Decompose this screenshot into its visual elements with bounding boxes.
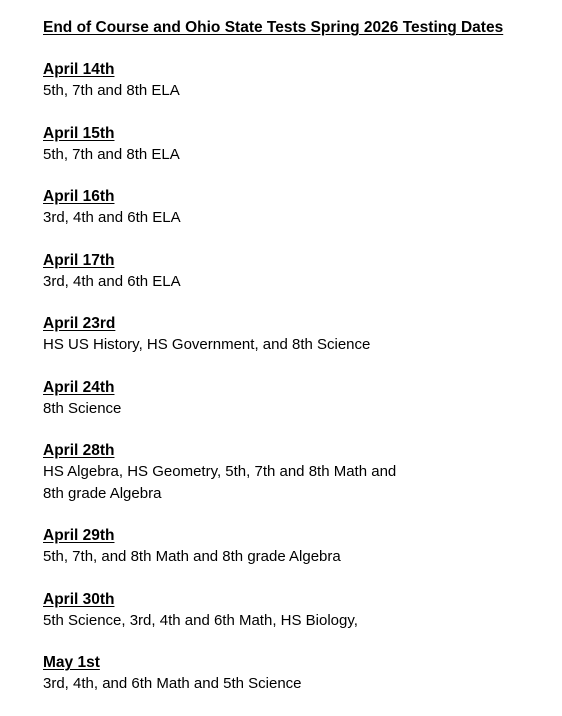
entry-date: April 23rd [43, 315, 116, 332]
entry-date: May 1st [43, 654, 100, 671]
entry-tests: HS Algebra, HS Geometry, 5th, 7th and 8th Math and 8th grade Algebra [43, 463, 397, 502]
testing-date-entry [43, 525, 543, 568]
entry-date: April 30th [43, 590, 115, 608]
entry-date: April 16th [43, 188, 115, 205]
entry-date: April 24th [43, 378, 115, 396]
entry-tests: 8th Science [43, 399, 122, 417]
entry-tests: 5th, 7th and 8th ELA [43, 145, 180, 163]
testing-date-entry [43, 123, 543, 166]
testing-date-entry [43, 250, 543, 293]
entry-date: April 28th [43, 442, 115, 459]
document-page [43, 18, 543, 716]
testing-date-entry [43, 589, 543, 632]
entry-tests: 5th, 7th and 8th ELA [43, 82, 180, 99]
entry-date: April 14th [43, 61, 115, 78]
testing-date-entry [43, 59, 543, 102]
document-title: End of Course and Ohio State Tests Spring 2026 Testing Dates [43, 19, 504, 36]
entry-date: April 29th [43, 527, 115, 544]
testing-date-entry [43, 652, 543, 695]
entry-tests: HS US History, HS Government, and 8th Science [43, 336, 371, 353]
entry-tests: 5th Science, 3rd, 4th and 6th Math, HS Biology, [43, 611, 358, 629]
entry-tests: 3rd, 4th and 6th ELA [43, 209, 181, 226]
testing-date-entry [43, 377, 543, 420]
entry-tests: 3rd, 4th, and 6th Math and 5th Science [43, 675, 302, 692]
testing-date-entry [43, 313, 543, 356]
testing-date-entry [43, 440, 543, 504]
entry-tests: 3rd, 4th and 6th ELA [43, 272, 181, 290]
entry-date: April 15th [43, 124, 115, 142]
entry-date: April 17th [43, 251, 115, 269]
testing-date-entry [43, 186, 543, 229]
entry-tests: 5th, 7th, and 8th Math and 8th grade Algebra [43, 548, 341, 565]
